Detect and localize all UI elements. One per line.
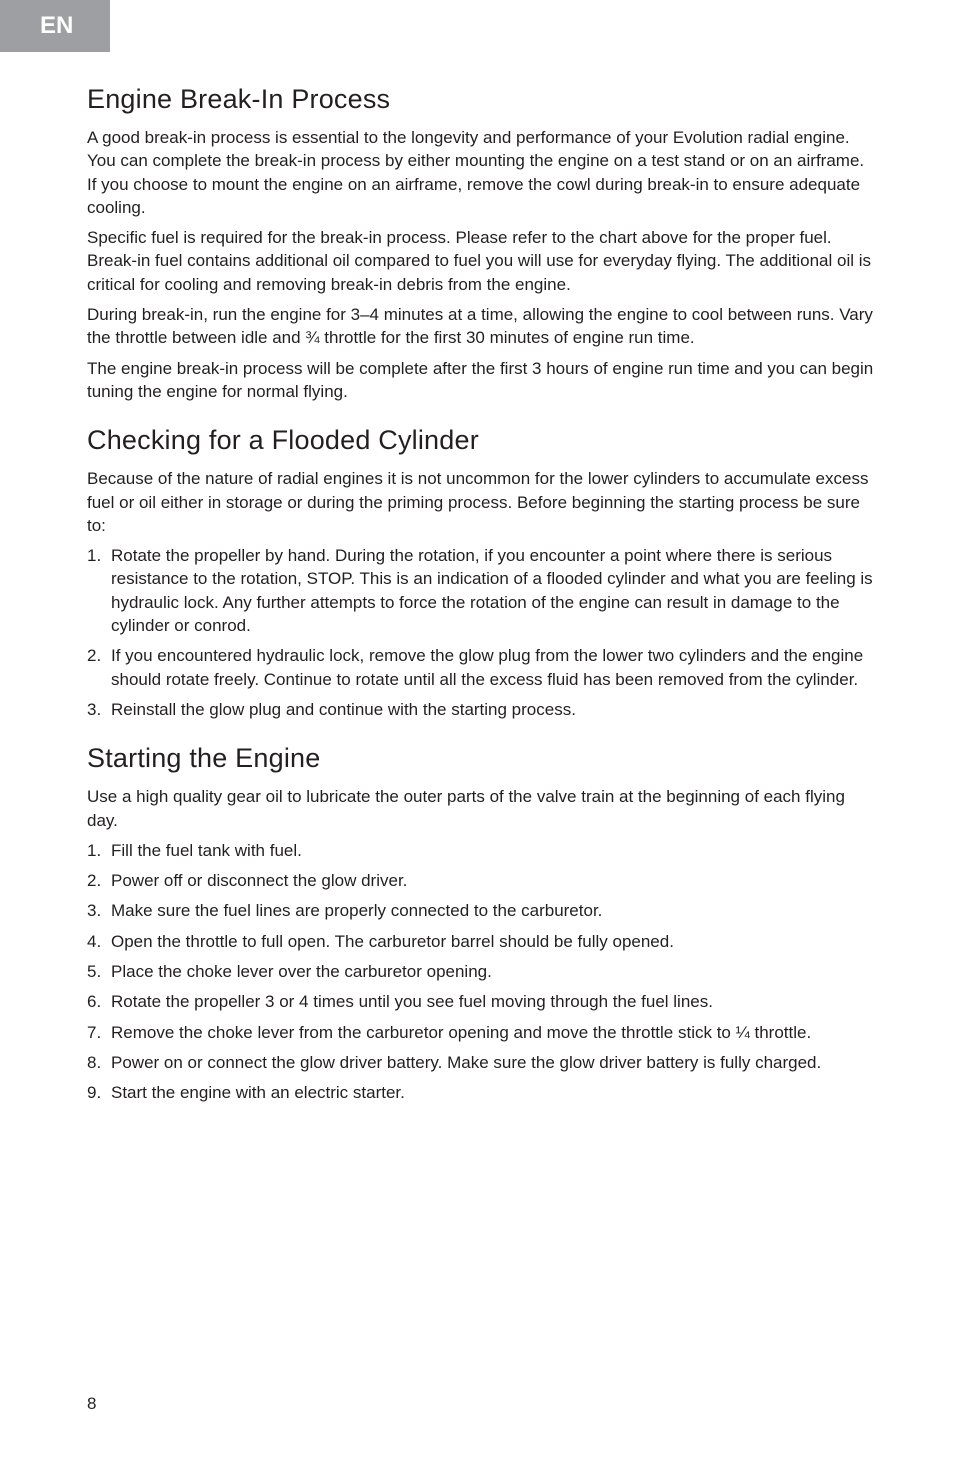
section-break-in	[87, 82, 877, 403]
list-item	[87, 1021, 877, 1044]
section-title: Engine Break-In Process	[87, 84, 391, 114]
step-list	[87, 839, 877, 1105]
step-number: 3.	[87, 901, 102, 921]
step-text: Rotate the propeller 3 or 4 times until you see fuel moving through the fuel lines.	[111, 992, 713, 1012]
step-text: Place the choke lever over the carburetor opening.	[111, 962, 492, 982]
paragraph: Use a high quality gear oil to lubricate the outer parts of the valve train at the beginning of each flying day.	[87, 787, 845, 830]
paragraph: Because of the nature of radial engines it is not uncommon for the lower cylinders to accumulate excess fuel or oil either in storage or during the priming process. Before beginning the starting process be sure to:	[87, 469, 869, 535]
step-number: 7.	[87, 1022, 102, 1042]
list-item	[87, 990, 877, 1013]
paragraph: During break-in, run the engine for 3–4 minutes at a time, allowing the engine to cool between runs. Vary the throttle between idle and ¾ throttle for the first 30 minutes of engine run time.	[87, 305, 873, 348]
paragraph: Specific fuel is required for the break-in process. Please refer to the chart above for the proper fuel. Break-in fuel contains additional oil compared to fuel you will use for everyday flying. The additional oil is critical for cooling and removing break-in debris from the engine.	[87, 228, 872, 294]
list-item	[87, 960, 877, 983]
paragraph: A good break-in process is essential to the longevity and performance of your Evolution radial engine. You can complete the break-in process by either mounting the engine on a test stand or on an airframe. If you choose to mount the engine on an airframe, remove the cowl during break-in to ensure adequate cooling.	[87, 128, 865, 217]
step-text: Make sure the fuel lines are properly connected to the carburetor.	[111, 901, 603, 921]
step-text: Power off or disconnect the glow driver.	[111, 871, 408, 891]
list-item	[87, 899, 877, 922]
step-text: Open the throttle to full open. The carburetor barrel should be fully opened.	[111, 931, 674, 951]
step-text: Power on or connect the glow driver battery. Make sure the glow driver battery is fully charged.	[111, 1052, 822, 1072]
section-flooded-cylinder	[87, 423, 877, 721]
list-item	[87, 1051, 877, 1074]
list-item	[87, 1081, 877, 1104]
page-number: 8	[87, 1394, 97, 1413]
list-item	[87, 644, 877, 691]
step-text: Reinstall the glow plug and continue with the starting process.	[111, 699, 576, 719]
paragraph: The engine break-in process will be complete after the first 3 hours of engine run time and you can begin tuning the engine for normal flying.	[87, 358, 874, 401]
list-item	[87, 698, 877, 721]
step-number: 1.	[87, 546, 102, 566]
step-number: 1.	[87, 840, 102, 860]
section-starting-engine	[87, 741, 877, 1104]
step-number: 3.	[87, 699, 102, 719]
step-text: If you encountered hydraulic lock, remove the glow plug from the lower two cylinders and the engine should rotate freely. Continue to rotate until all the excess fluid has been removed from the cylinder.	[111, 646, 864, 689]
list-item	[87, 839, 877, 862]
step-text: Fill the fuel tank with fuel.	[111, 840, 302, 860]
step-number: 2.	[87, 646, 102, 666]
list-item	[87, 930, 877, 953]
section-title: Checking for a Flooded Cylinder	[87, 425, 479, 456]
step-number: 5.	[87, 962, 102, 982]
list-item	[87, 544, 877, 637]
step-number: 8.	[87, 1052, 102, 1072]
document-body	[87, 82, 877, 1125]
section-title: Starting the Engine	[87, 743, 321, 774]
step-text: Rotate the propeller by hand. During the rotation, if you encounter a point where there is serious resistance to the rotation, STOP. This is an indication of a flooded cylinder and what you are feeling is hydraulic lock. Any further attempts to force the rotation of the engine can result in damage to the cylinder or conrod.	[111, 546, 873, 636]
step-number: 9.	[87, 1083, 102, 1103]
language-tab: EN	[0, 0, 110, 52]
step-number: 4.	[87, 931, 102, 951]
step-number: 6.	[87, 992, 102, 1012]
step-number: 2.	[87, 871, 102, 891]
step-list	[87, 544, 877, 721]
step-text: Remove the choke lever from the carburetor opening and move the throttle stick to ¼ throttle.	[111, 1022, 812, 1042]
list-item	[87, 869, 877, 892]
step-text: Start the engine with an electric starter.	[111, 1083, 405, 1103]
